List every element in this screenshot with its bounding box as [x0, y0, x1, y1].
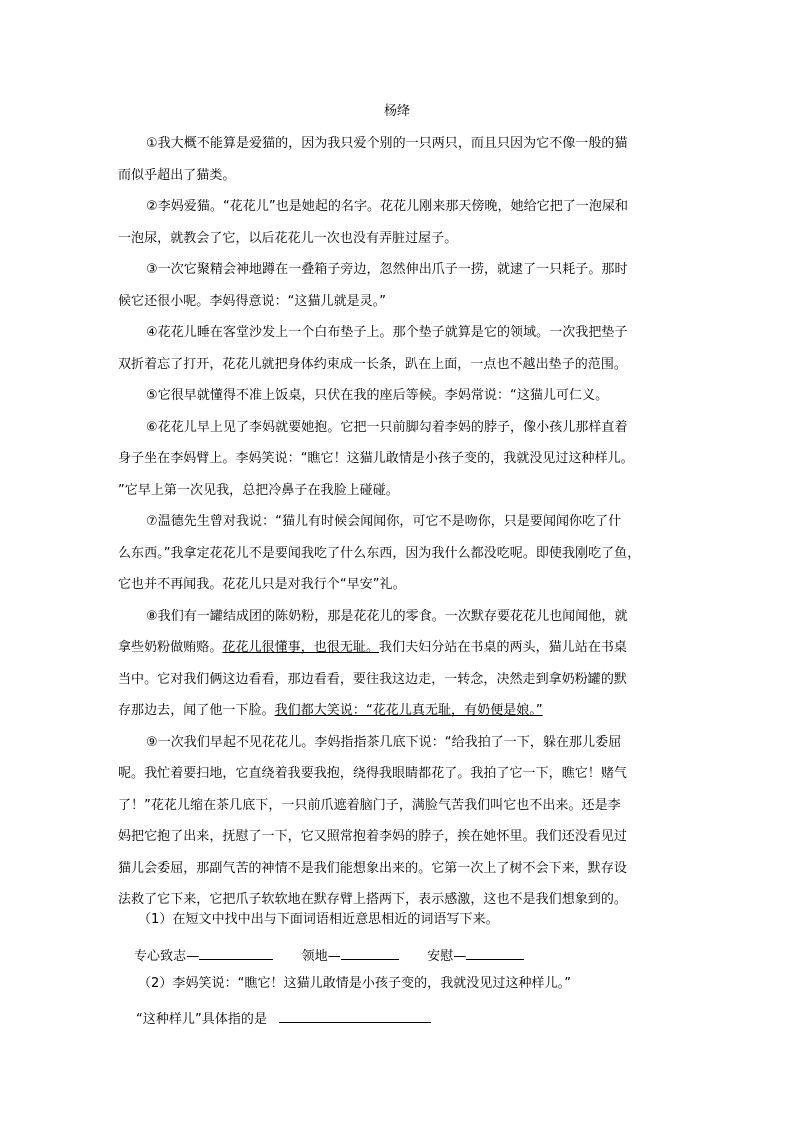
- prompt-label: “这种样儿”具体指的是: [136, 1012, 268, 1027]
- passage-line: [118, 766, 627, 782]
- answer-blank[interactable]: [466, 945, 524, 960]
- line-text: 当中。它对我们俩这边看看，那边看看，要往我这边走，一转念，决然走到拿奶粉罐的默: [118, 671, 627, 687]
- line-text: 它也并不再闻我。花花儿只是对我行个“早安”礼。: [118, 577, 406, 592]
- line-text: ⑤它很早就懂得不准上饭桌，只伏在我的座后等候。李妈常说：“这猫儿可仁义。: [146, 388, 609, 403]
- passage-line: [118, 703, 543, 719]
- passage-line: [146, 735, 621, 751]
- line-text: 呢。我忙着要扫地，它直绕着我要我抱，绕得我眼睛都花了。我拍了它一下，瞧它！赌气: [118, 766, 627, 781]
- line-text: 双折着忘了打开，花花儿就把身体约束成一长条，趴在上面，一点也不越出垫子的范围。: [118, 356, 627, 372]
- line-text: ⑧我们有一罐结成团的陈奶粉，那是花花儿的零食。一次默存要花花儿也闻闻他，就: [146, 608, 628, 624]
- passage-line: [118, 829, 627, 845]
- passage-line: [118, 577, 406, 593]
- line-text: ①我大概不能算是爱猫的，因为我只爱个别的一只两只，而且只因为它不像一般的猫: [146, 136, 628, 151]
- passage-line: [118, 451, 634, 467]
- answer-blank[interactable]: [341, 945, 399, 960]
- line-text: 身子坐在李妈臂上。李妈笑说：“瞧它！这猫儿敢情是小孩子变的，我就没见过这种样儿。: [118, 451, 634, 466]
- passage-line: [146, 136, 628, 152]
- passage-line: [146, 262, 628, 278]
- passage-line: [118, 861, 627, 877]
- author-name: 杨绛: [383, 104, 410, 119]
- line-text: 妈把它抱了出来，抚慰了一下，它又照常抱着李妈的脖子，挨在她怀里。我们还没看见过: [118, 829, 627, 844]
- passage-line: [118, 294, 386, 310]
- passage-line: [146, 609, 628, 625]
- line-text: ⑦温德先生曾对我说：“猫儿有时候会闻闻你，可它不是吻你，只是要闻闻你吃了什: [146, 514, 622, 529]
- line-text: 存那边去，闻了他一下脸。: [118, 703, 275, 718]
- line-text: 了！”花花儿缩在茶几底下，一只前爪遮着脑门子，满脸气苦我们叫它也不出来。还是李: [118, 797, 621, 813]
- question-2-prompt: [136, 1008, 431, 1028]
- line-text: 猫儿会委屈，那副气苦的神情不是我们能想象出来的。它第一次上了树不会下来，默存设: [118, 860, 627, 876]
- word-label: 安慰—: [427, 949, 467, 964]
- passage-line: [118, 672, 627, 688]
- line-text: ②李妈爱猫。“花花儿”也是她起的名字。花花儿刚来那天傍晚，她给它把了一泡屎和: [146, 199, 629, 214]
- question-1-blanks: [134, 945, 524, 965]
- underlined-sentence: 我们都大笑说：“花花儿真无耻，有奶便是娘。”: [274, 703, 543, 718]
- answer-blank[interactable]: [279, 1008, 431, 1023]
- passage-line: [118, 483, 399, 499]
- line-text: 一泡尿，就教会了它，以后花花儿一次也没有弄脏过屋子。: [118, 230, 458, 246]
- question-2: （2）李妈笑说：“瞧它！这猫儿敢情是小孩子变的，我就没见过这种样儿。”: [138, 976, 571, 991]
- line-text: ③一次它聚精会神地蹲在一叠箱子旁边，忽然伸出爪子一捞，就逮了一只耗子。那时: [146, 262, 628, 277]
- passage-line: [146, 199, 628, 215]
- line-text: 我们夫妇分站在书桌的两头，猫儿站在书桌: [379, 640, 627, 655]
- answer-blank[interactable]: [199, 945, 273, 960]
- passage-line: [146, 514, 621, 530]
- line-text: ⑨一次我们早起不见花花儿。李妈指指茶几底下说：“给我拍了一下，躲在那儿委屈: [146, 734, 622, 750]
- word-label: 领地—: [301, 949, 341, 964]
- word-label: 专心致志—: [134, 949, 200, 964]
- passage-line: [146, 325, 628, 341]
- line-text: 拿些奶粉做贿赂。: [118, 640, 223, 655]
- passage-line: [118, 357, 627, 373]
- passage-line: [146, 388, 608, 404]
- passage-line: [146, 420, 628, 436]
- line-text: 候它还很小呢。李妈得意说：“这猫儿就是灵。”: [118, 293, 387, 309]
- passage-line: [118, 546, 640, 562]
- line-text: ⑥花花儿早上见了李妈就要她抱。它把一只前脚勾着李妈的脖子，像小孩儿那样直着: [146, 419, 628, 435]
- passage-line: [118, 892, 627, 908]
- passage-line: [118, 798, 621, 814]
- underlined-sentence: 花花儿很懂事，也很无耻。: [222, 640, 380, 655]
- line-text: ”它早上第一次见我，总把冷鼻子在我脸上碰碰。: [118, 482, 399, 498]
- line-text: ④花花儿睡在客堂沙发上一个白布垫子上。那个垫子就算是它的领域。一次我把垫子: [146, 325, 628, 340]
- passage-line: [118, 231, 457, 247]
- line-text: 而似乎超出了猫类。: [118, 167, 236, 183]
- question-1: （1）在短文中找中出与下面词语相近意思相近的词语写下来。: [138, 912, 499, 927]
- passage-line: [118, 640, 627, 656]
- passage-line: [118, 168, 235, 184]
- line-text: 法救了它下来，它把爪子软软地在默存臂上搭两下，表示感激，这也不是我们想象到的。: [118, 892, 627, 907]
- line-text: 么东西。”我拿定花花儿不是要闻我吃了什么东西，因为我什么都没吃呢。即使我刚吃了鱼，: [118, 545, 641, 561]
